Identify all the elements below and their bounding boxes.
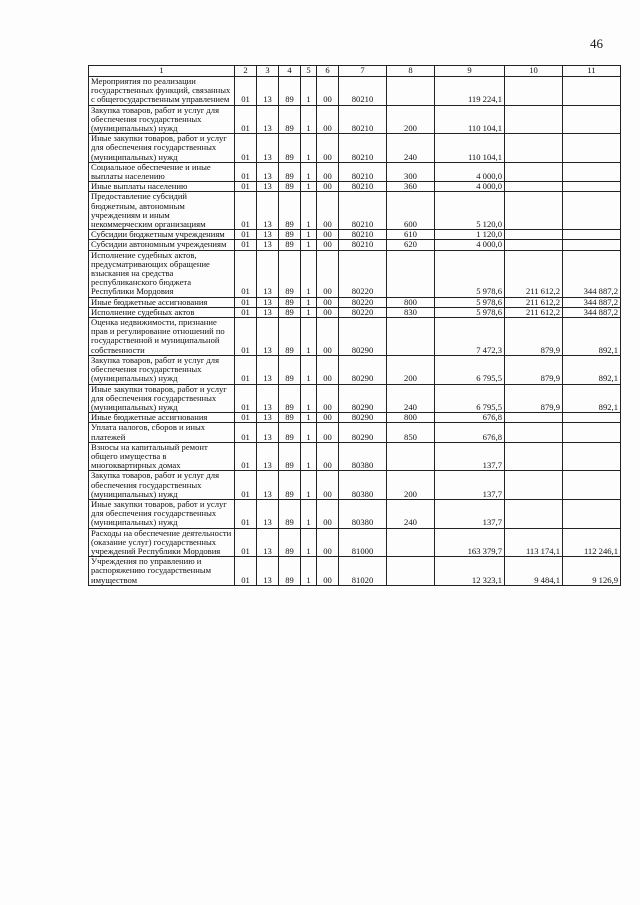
direction-code: 80210 (339, 77, 387, 106)
direction-code: 81000 (339, 528, 387, 557)
amount-year-1: 5 120,0 (435, 192, 505, 230)
amount-year-2 (505, 77, 563, 106)
event-code: 00 (317, 355, 339, 384)
event-code: 00 (317, 423, 339, 442)
subprogram-code: 1 (301, 230, 317, 240)
column-header: 3 (257, 66, 279, 77)
row-name: Оценка недвижимости, признание прав и регулирование отношений по государственной и муниципальной собственности (89, 318, 235, 356)
row-name: Учреждения по управлению и распоряжению государственным имуществом (89, 557, 235, 586)
subsection-code: 13 (257, 528, 279, 557)
subprogram-code: 1 (301, 162, 317, 181)
table-row (89, 240, 621, 250)
direction-code: 80210 (339, 192, 387, 230)
subprogram-code: 1 (301, 355, 317, 384)
column-header: 7 (339, 66, 387, 77)
amount-year-1: 6 795,5 (435, 384, 505, 413)
amount-year-3 (563, 423, 621, 442)
amount-year-1: 676,8 (435, 423, 505, 442)
amount-year-3: 892,1 (563, 384, 621, 413)
row-name: Иные закупки товаров, работ и услуг для обеспечения государственных (муниципальных) нужд (89, 134, 235, 163)
subsection-code: 13 (257, 442, 279, 471)
amount-year-1: 6 795,5 (435, 355, 505, 384)
program-code: 89 (279, 528, 301, 557)
expense-type-code (387, 442, 435, 471)
subprogram-code: 1 (301, 240, 317, 250)
section-code: 01 (235, 182, 257, 192)
event-code: 00 (317, 162, 339, 181)
event-code: 00 (317, 182, 339, 192)
section-code: 01 (235, 413, 257, 423)
table-row (89, 384, 621, 413)
subsection-code: 13 (257, 134, 279, 163)
amount-year-3 (563, 192, 621, 230)
subprogram-code: 1 (301, 318, 317, 356)
table-row (89, 413, 621, 423)
subprogram-code: 1 (301, 413, 317, 423)
row-name: Иные закупки товаров, работ и услуг для обеспечения государственных (муниципальных) нужд (89, 384, 235, 413)
amount-year-2 (505, 423, 563, 442)
direction-code: 80220 (339, 297, 387, 307)
expense-type-code: 800 (387, 413, 435, 423)
direction-code: 80290 (339, 355, 387, 384)
amount-year-3 (563, 442, 621, 471)
amount-year-2: 211 612,2 (505, 250, 563, 297)
amount-year-3 (563, 182, 621, 192)
row-name: Иные бюджетные ассигнования (89, 413, 235, 423)
direction-code: 80210 (339, 230, 387, 240)
event-code: 00 (317, 442, 339, 471)
row-name: Иные бюджетные ассигнования (89, 297, 235, 307)
amount-year-1: 1 120,0 (435, 230, 505, 240)
table-row (89, 423, 621, 442)
row-name: Расходы на обеспечение деятельности (оказание услуг) государственных учреждений Республики Мордовия (89, 528, 235, 557)
expense-type-code: 800 (387, 297, 435, 307)
subprogram-code: 1 (301, 182, 317, 192)
expense-type-code (387, 250, 435, 297)
section-code: 01 (235, 105, 257, 134)
direction-code: 80380 (339, 442, 387, 471)
program-code: 89 (279, 413, 301, 423)
event-code: 00 (317, 557, 339, 586)
column-header: 6 (317, 66, 339, 77)
amount-year-2 (505, 240, 563, 250)
table-row (89, 307, 621, 317)
direction-code: 80380 (339, 471, 387, 500)
amount-year-1: 163 379,7 (435, 528, 505, 557)
row-name: Иные выплаты населению (89, 182, 235, 192)
direction-code: 80220 (339, 307, 387, 317)
amount-year-1: 119 224,1 (435, 77, 505, 106)
expense-type-code: 850 (387, 423, 435, 442)
expense-type-code: 240 (387, 134, 435, 163)
table-body (89, 77, 621, 586)
amount-year-2 (505, 162, 563, 181)
amount-year-3: 892,1 (563, 355, 621, 384)
program-code: 89 (279, 499, 301, 528)
event-code: 00 (317, 250, 339, 297)
section-code: 01 (235, 240, 257, 250)
direction-code: 80210 (339, 162, 387, 181)
event-code: 00 (317, 134, 339, 163)
program-code: 89 (279, 423, 301, 442)
row-name: Взносы на капитальный ремонт общего имущества в многоквартирных домах (89, 442, 235, 471)
section-code: 01 (235, 307, 257, 317)
table-row (89, 318, 621, 356)
amount-year-3 (563, 134, 621, 163)
subprogram-code: 1 (301, 297, 317, 307)
section-code: 01 (235, 442, 257, 471)
row-name: Иные закупки товаров, работ и услуг для обеспечения государственных (муниципальных) нужд (89, 499, 235, 528)
event-code: 00 (317, 307, 339, 317)
program-code: 89 (279, 355, 301, 384)
section-code: 01 (235, 471, 257, 500)
table-row (89, 471, 621, 500)
program-code: 89 (279, 240, 301, 250)
expense-type-code: 200 (387, 355, 435, 384)
row-name: Исполнение судебных актов (89, 307, 235, 317)
row-name: Закупка товаров, работ и услуг для обеспечения государственных (муниципальных) нужд (89, 471, 235, 500)
expense-type-code: 610 (387, 230, 435, 240)
amount-year-2 (505, 499, 563, 528)
expense-type-code (387, 77, 435, 106)
section-code: 01 (235, 355, 257, 384)
program-code: 89 (279, 134, 301, 163)
subprogram-code: 1 (301, 528, 317, 557)
expense-type-code: 300 (387, 162, 435, 181)
subprogram-code: 1 (301, 307, 317, 317)
amount-year-3 (563, 77, 621, 106)
amount-year-1: 110 104,1 (435, 105, 505, 134)
subsection-code: 13 (257, 297, 279, 307)
expense-type-code: 360 (387, 182, 435, 192)
section-code: 01 (235, 318, 257, 356)
amount-year-3 (563, 413, 621, 423)
subprogram-code: 1 (301, 105, 317, 134)
subsection-code: 13 (257, 230, 279, 240)
program-code: 89 (279, 192, 301, 230)
column-header: 10 (505, 66, 563, 77)
amount-year-2 (505, 230, 563, 240)
amount-year-3 (563, 240, 621, 250)
expense-type-code: 240 (387, 384, 435, 413)
subsection-code: 13 (257, 250, 279, 297)
subsection-code: 13 (257, 307, 279, 317)
table-row (89, 355, 621, 384)
table-row (89, 192, 621, 230)
amount-year-3: 112 246,1 (563, 528, 621, 557)
direction-code: 81020 (339, 557, 387, 586)
amount-year-2: 879,9 (505, 384, 563, 413)
event-code: 00 (317, 297, 339, 307)
section-code: 01 (235, 528, 257, 557)
amount-year-3: 344 887,2 (563, 307, 621, 317)
amount-year-2 (505, 182, 563, 192)
page-number: 46 (590, 36, 603, 51)
event-code: 00 (317, 105, 339, 134)
subprogram-code: 1 (301, 499, 317, 528)
amount-year-2 (505, 442, 563, 471)
direction-code: 80220 (339, 250, 387, 297)
subprogram-code: 1 (301, 557, 317, 586)
section-code: 01 (235, 162, 257, 181)
direction-code: 80290 (339, 423, 387, 442)
section-code: 01 (235, 134, 257, 163)
program-code: 89 (279, 307, 301, 317)
expense-type-code (387, 557, 435, 586)
amount-year-3: 892,1 (563, 318, 621, 356)
event-code: 00 (317, 77, 339, 106)
program-code: 89 (279, 384, 301, 413)
table-row (89, 442, 621, 471)
program-code: 89 (279, 105, 301, 134)
subprogram-code: 1 (301, 384, 317, 413)
program-code: 89 (279, 442, 301, 471)
amount-year-1: 4 000,0 (435, 240, 505, 250)
subsection-code: 13 (257, 162, 279, 181)
section-code: 01 (235, 557, 257, 586)
amount-year-3 (563, 230, 621, 240)
amount-year-1: 5 978,6 (435, 250, 505, 297)
row-name: Субсидии бюджетным учреждениям (89, 230, 235, 240)
expense-type-code: 830 (387, 307, 435, 317)
column-header: 11 (563, 66, 621, 77)
subprogram-code: 1 (301, 77, 317, 106)
table-row (89, 162, 621, 181)
amount-year-1: 137,7 (435, 499, 505, 528)
section-code: 01 (235, 297, 257, 307)
program-code: 89 (279, 182, 301, 192)
amount-year-1: 676,8 (435, 413, 505, 423)
table-row (89, 528, 621, 557)
section-code: 01 (235, 192, 257, 230)
subprogram-code: 1 (301, 442, 317, 471)
amount-year-3 (563, 105, 621, 134)
subsection-code: 13 (257, 240, 279, 250)
amount-year-1: 12 323,1 (435, 557, 505, 586)
program-code: 89 (279, 77, 301, 106)
amount-year-2: 9 484,1 (505, 557, 563, 586)
subsection-code: 13 (257, 105, 279, 134)
row-name: Предоставление субсидий бюджетным, автономным учреждениям и иным некоммерческим организациям (89, 192, 235, 230)
row-name: Закупка товаров, работ и услуг для обеспечения государственных (муниципальных) нужд (89, 355, 235, 384)
column-header: 2 (235, 66, 257, 77)
program-code: 89 (279, 471, 301, 500)
subsection-code: 13 (257, 471, 279, 500)
event-code: 00 (317, 413, 339, 423)
program-code: 89 (279, 162, 301, 181)
table-row (89, 134, 621, 163)
amount-year-1: 5 978,6 (435, 307, 505, 317)
amount-year-2 (505, 413, 563, 423)
row-name: Закупка товаров, работ и услуг для обеспечения государственных (муниципальных) нужд (89, 105, 235, 134)
amount-year-3: 9 126,9 (563, 557, 621, 586)
direction-code: 80210 (339, 240, 387, 250)
subsection-code: 13 (257, 384, 279, 413)
subsection-code: 13 (257, 499, 279, 528)
table-row (89, 557, 621, 586)
direction-code: 80290 (339, 318, 387, 356)
amount-year-2 (505, 471, 563, 500)
direction-code: 80380 (339, 499, 387, 528)
expense-type-code: 600 (387, 192, 435, 230)
section-code: 01 (235, 230, 257, 240)
event-code: 00 (317, 318, 339, 356)
direction-code: 80210 (339, 134, 387, 163)
column-header: 5 (301, 66, 317, 77)
amount-year-1: 110 104,1 (435, 134, 505, 163)
amount-year-2 (505, 105, 563, 134)
subsection-code: 13 (257, 318, 279, 356)
event-code: 00 (317, 528, 339, 557)
amount-year-1: 137,7 (435, 471, 505, 500)
program-code: 89 (279, 557, 301, 586)
amount-year-3 (563, 471, 621, 500)
subsection-code: 13 (257, 413, 279, 423)
column-header: 4 (279, 66, 301, 77)
table-row (89, 250, 621, 297)
row-name: Уплата налогов, сборов и иных платежей (89, 423, 235, 442)
subprogram-code: 1 (301, 471, 317, 500)
amount-year-1: 5 978,6 (435, 297, 505, 307)
section-code: 01 (235, 77, 257, 106)
column-header: 9 (435, 66, 505, 77)
column-header: 1 (89, 66, 235, 77)
subprogram-code: 1 (301, 192, 317, 230)
row-name: Мероприятия по реализации государственных функций, связанных с общегосударственным управлением (89, 77, 235, 106)
subsection-code: 13 (257, 557, 279, 586)
expense-type-code: 200 (387, 471, 435, 500)
direction-code: 80210 (339, 105, 387, 134)
subprogram-code: 1 (301, 423, 317, 442)
amount-year-1: 137,7 (435, 442, 505, 471)
table-row (89, 182, 621, 192)
amount-year-1: 7 472,3 (435, 318, 505, 356)
budget-table (88, 65, 621, 586)
section-code: 01 (235, 384, 257, 413)
amount-year-2 (505, 134, 563, 163)
amount-year-2: 879,9 (505, 355, 563, 384)
event-code: 00 (317, 471, 339, 500)
expense-type-code (387, 528, 435, 557)
amount-year-1: 4 000,0 (435, 162, 505, 181)
row-name: Социальное обеспечение и иные выплаты населению (89, 162, 235, 181)
amount-year-2: 211 612,2 (505, 307, 563, 317)
amount-year-3 (563, 499, 621, 528)
table-row (89, 499, 621, 528)
subsection-code: 13 (257, 77, 279, 106)
header-row (89, 66, 621, 77)
program-code: 89 (279, 318, 301, 356)
amount-year-2: 113 174,1 (505, 528, 563, 557)
expense-type-code: 620 (387, 240, 435, 250)
event-code: 00 (317, 499, 339, 528)
event-code: 00 (317, 230, 339, 240)
row-name: Субсидии автономным учреждениям (89, 240, 235, 250)
direction-code: 80290 (339, 384, 387, 413)
subsection-code: 13 (257, 192, 279, 230)
program-code: 89 (279, 297, 301, 307)
event-code: 00 (317, 384, 339, 413)
amount-year-3: 344 887,2 (563, 250, 621, 297)
amount-year-2 (505, 192, 563, 230)
amount-year-3: 344 887,2 (563, 297, 621, 307)
subsection-code: 13 (257, 423, 279, 442)
amount-year-2: 211 612,2 (505, 297, 563, 307)
table-row (89, 297, 621, 307)
direction-code: 80210 (339, 182, 387, 192)
column-header: 8 (387, 66, 435, 77)
subsection-code: 13 (257, 355, 279, 384)
table-row (89, 230, 621, 240)
event-code: 00 (317, 240, 339, 250)
section-code: 01 (235, 499, 257, 528)
event-code: 00 (317, 192, 339, 230)
expense-type-code: 200 (387, 105, 435, 134)
subsection-code: 13 (257, 182, 279, 192)
table-row (89, 77, 621, 106)
subprogram-code: 1 (301, 134, 317, 163)
amount-year-3 (563, 162, 621, 181)
section-code: 01 (235, 423, 257, 442)
subprogram-code: 1 (301, 250, 317, 297)
amount-year-1: 4 000,0 (435, 182, 505, 192)
expense-type-code (387, 318, 435, 356)
row-name: Исполнение судебных актов, предусматривающих обращение взыскания на средства республиканского бюджета Республики Мордовия (89, 250, 235, 297)
table-row (89, 105, 621, 134)
program-code: 89 (279, 230, 301, 240)
program-code: 89 (279, 250, 301, 297)
direction-code: 80290 (339, 413, 387, 423)
section-code: 01 (235, 250, 257, 297)
expense-type-code: 240 (387, 499, 435, 528)
amount-year-2: 879,9 (505, 318, 563, 356)
